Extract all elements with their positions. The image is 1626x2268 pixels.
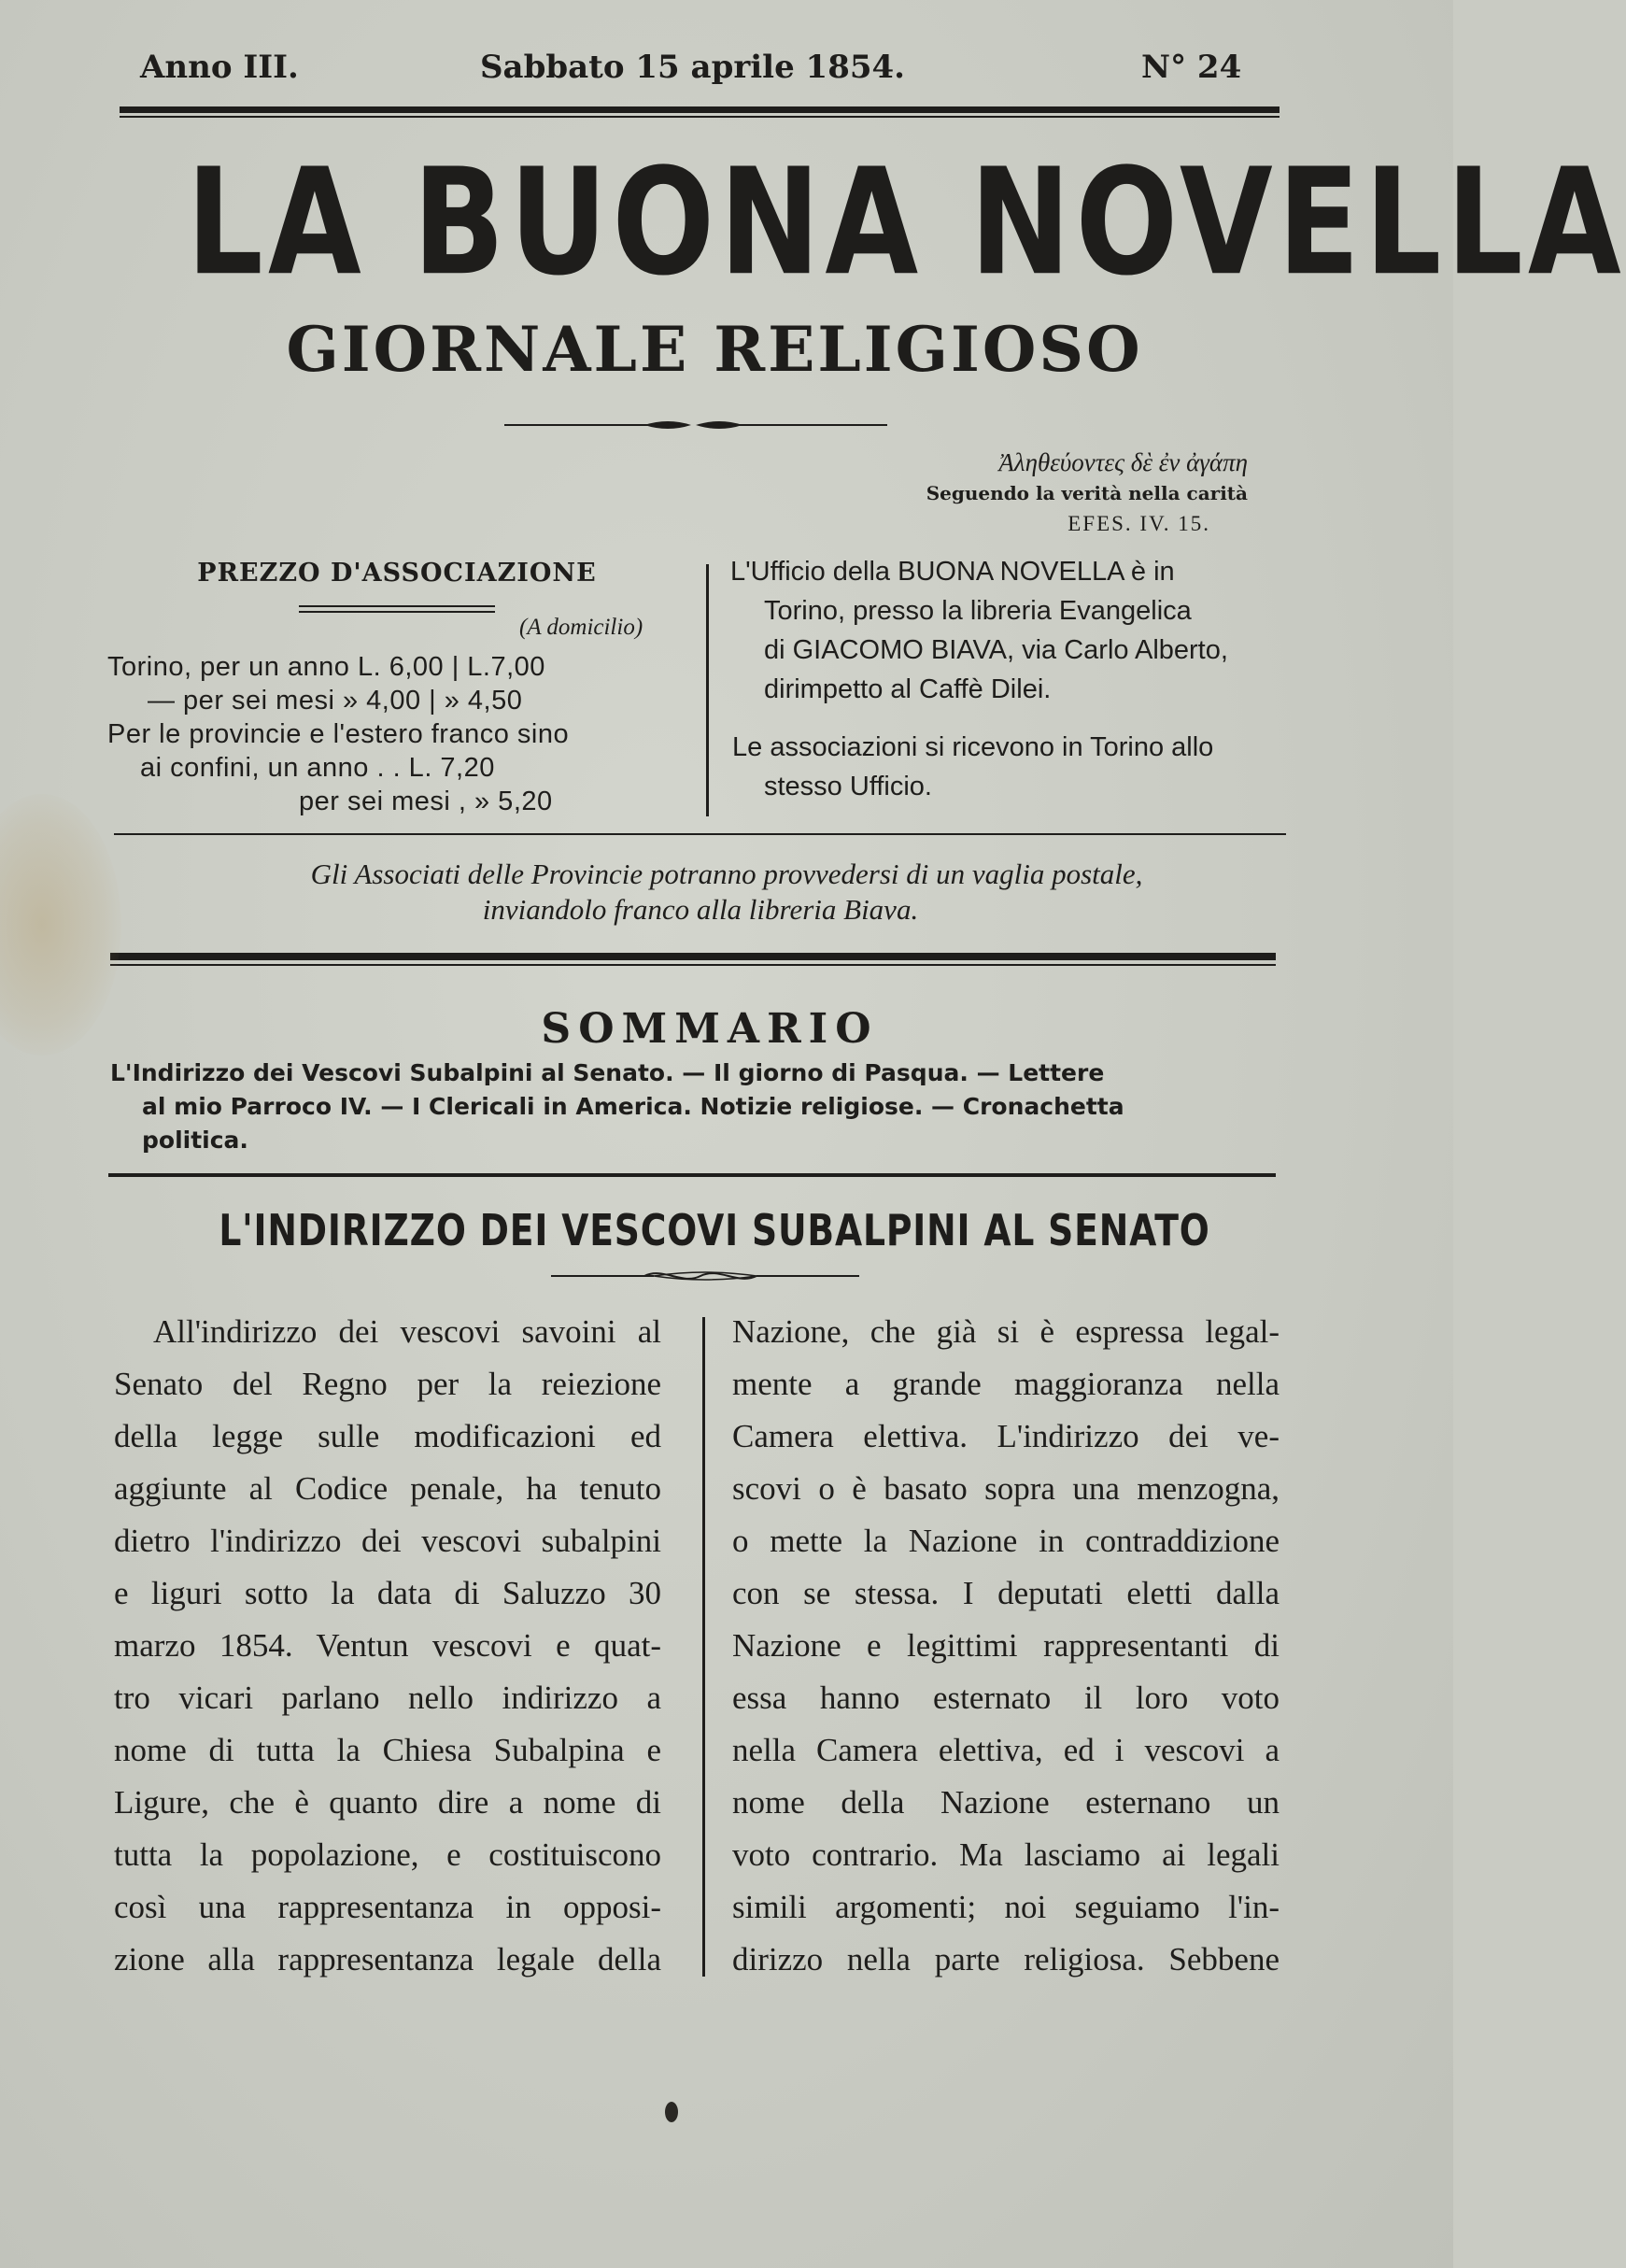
text-line: nome della Nazione esternano un (732, 1784, 1280, 1821)
text-line: con se stessa. I deputati eletti dalla (732, 1575, 1280, 1611)
text-line: marzo 1854. Ventun vescovi e quat- (114, 1627, 661, 1664)
text-line: nome di tutta la Chiesa Subalpina e (114, 1732, 661, 1768)
text-line: All'indirizzo dei vescovi savoini al (153, 1313, 661, 1350)
text-line: tro vicari parlano nello indirizzo a (114, 1680, 661, 1716)
issue-year: Anno III. (140, 49, 299, 86)
subscription-heading-rule (299, 605, 495, 607)
text-line: Nazione e legittimi rappresentanti di (732, 1627, 1280, 1664)
text-line: essa hanno esternato il loro voto (732, 1680, 1280, 1716)
text-line: e liguri sotto la data di Saluzzo 30 (114, 1575, 661, 1611)
office-line: Torino, presso la libreria Evangelica (764, 596, 1192, 626)
text-line: Senato del Regno per la reiezione (114, 1366, 661, 1402)
header-rule (114, 833, 1286, 835)
office-line: stesso Ufficio. (764, 772, 932, 801)
text-line: scovi o è basato sopra una menzogna, (732, 1470, 1280, 1507)
subscription-heading: PREZZO D'ASSOCIAZIONE (197, 559, 597, 588)
ink-spot (665, 2102, 678, 2122)
text-line: dietro l'indirizzo dei vescovi subalpini (114, 1523, 661, 1559)
notice-rule (110, 953, 1276, 960)
article-left-column (114, 1306, 661, 1986)
text-line: aggiunte al Codice penale, ha tenuto (114, 1470, 661, 1507)
price-line: Torino, per un anno L. 6,00 | L.7,00 (107, 652, 545, 682)
price-line: Per le provincie e l'estero franco sino (107, 719, 570, 749)
article-column-divider (702, 1317, 705, 1977)
issue-date: Sabbato 15 aprile 1854. (480, 49, 906, 86)
header-column-divider (706, 564, 709, 816)
office-line: Le associazioni si ricevono in Torino allo (732, 732, 1214, 762)
text-line: così una rappresentanza in opposi- (114, 1889, 661, 1925)
sommario-heading: SOMMARIO (541, 1005, 879, 1053)
article-title-ornament (551, 1269, 859, 1283)
text-line: mente a grande maggioranza nella (732, 1366, 1280, 1402)
sommario-line: al mio Parroco IV. — I Clericali in America. Notizie religiose. — Cronachetta (142, 1093, 1124, 1120)
price-line: ai confini, un anno . . L. 7,20 (140, 753, 495, 783)
text-line: zione alla rappresentanza legale della (114, 1941, 661, 1977)
subscription-heading-rule-2 (299, 611, 495, 613)
motto-reference: EFES. IV. 15. (1068, 512, 1210, 535)
sommario-line: politica. (142, 1127, 248, 1154)
masthead-row (140, 49, 1257, 95)
notice-line-1: Gli Associati delle Provincie potranno provvedersi di un vaglia postale, (310, 858, 1143, 890)
notice-rule-thin (110, 964, 1276, 966)
price-line: per sei mesi , » 5,20 (299, 787, 553, 816)
issue-number: N° 24 (1141, 49, 1242, 86)
motto-italian: Seguendo la verità nella carità (926, 482, 1248, 504)
office-line: di GIACOMO BIAVA, via Carlo Alberto, (764, 635, 1228, 665)
newspaper-title: LA BUONA NOVELLA (186, 137, 1626, 309)
title-ornament (504, 418, 887, 432)
text-line: nella Camera elettiva, ed i vescovi a (732, 1732, 1280, 1768)
subscription-note: (A domicilio) (519, 615, 643, 640)
masthead-rule-thin (120, 116, 1280, 118)
text-line: Nazione, che già si è espressa legal- (732, 1313, 1280, 1350)
text-line: dirizzo nella parte religiosa. Sebbene (732, 1941, 1280, 1977)
text-line: Camera elettiva. L'indirizzo dei ve- (732, 1418, 1280, 1454)
motto-greek: Ἀληθεύοντες δὲ ἐν ἀγάπη (998, 448, 1248, 476)
text-line: voto contrario. Ma lasciamo ai legali (732, 1836, 1280, 1873)
sommario-rule (108, 1173, 1276, 1177)
article-title: L'INDIRIZZO DEI VESCOVI SUBALPINI AL SENATO (219, 1205, 1210, 1255)
text-line: della legge sulle modificazioni ed (114, 1418, 661, 1454)
text-line: tutta la popolazione, e costituiscono (114, 1836, 661, 1873)
sommario-line: L'Indirizzo dei Vescovi Subalpini al Senato. — Il giorno di Pasqua. — Lettere (110, 1059, 1105, 1086)
notice-line-2: inviandolo franco alla libreria Biava. (482, 893, 919, 926)
text-line: o mette la Nazione in contraddizione (732, 1523, 1280, 1559)
price-line: — per sei mesi » 4,00 | » 4,50 (148, 686, 523, 716)
office-line: dirimpetto al Caffè Dilei. (764, 674, 1052, 704)
article-right-column (732, 1306, 1280, 1986)
masthead-rule (120, 106, 1280, 113)
text-line: Ligure, che è quanto dire a nome di (114, 1784, 661, 1821)
newspaper-subtitle: GIORNALE RELIGIOSO (286, 313, 1143, 386)
text-line: simili argomenti; noi seguiamo l'in- (732, 1889, 1280, 1925)
office-line: L'Ufficio della BUONA NOVELLA è in (730, 557, 1175, 587)
